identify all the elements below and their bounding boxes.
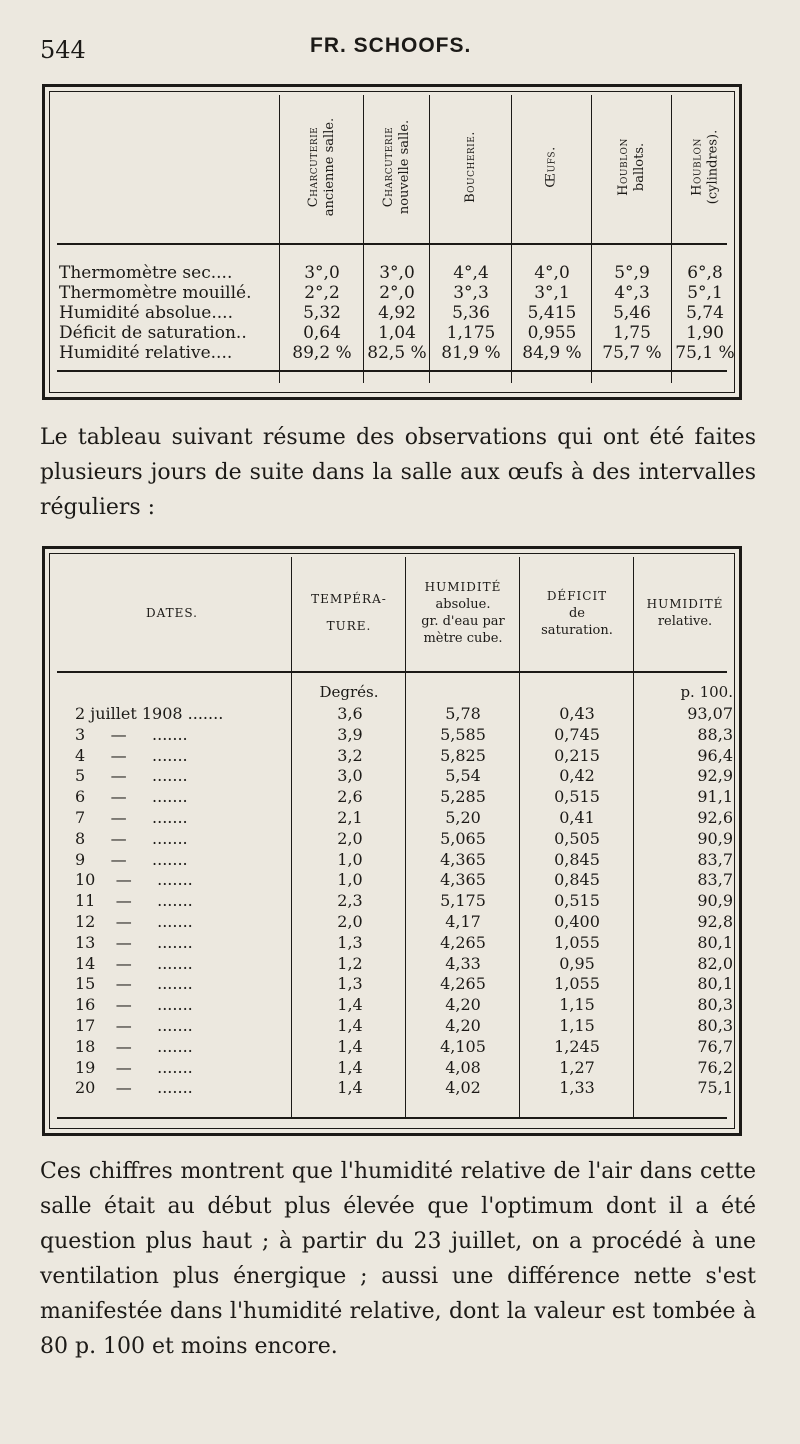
column-header-boucherie xyxy=(431,97,511,237)
table-cell: 90,9 xyxy=(697,828,733,848)
table-row xyxy=(45,995,739,1016)
table-cell: 1,245 xyxy=(554,1036,600,1056)
column-divider xyxy=(511,95,512,383)
table-cell: 0,515 xyxy=(554,787,600,807)
table-cell: 5,32 xyxy=(303,303,341,323)
column-header-subline: saturation. xyxy=(541,622,613,638)
table-cell: 89,2 % xyxy=(292,343,352,363)
table-cell: 1,15 xyxy=(559,1016,595,1035)
table-cell: 81,9 % xyxy=(441,343,501,363)
table-cell: 1,04 xyxy=(378,323,416,343)
table-cell: 4,365 xyxy=(440,849,486,869)
column-header-humidite-relative xyxy=(635,561,735,665)
column-header-houblon-cylindres xyxy=(673,97,737,237)
table-cell: 0,400 xyxy=(554,912,600,931)
table-cell: 1,3 xyxy=(337,974,363,994)
row-label: Déficit de saturation.. xyxy=(59,323,247,343)
table-cell: 76,2 xyxy=(697,1057,733,1077)
table-cell: 5,78 xyxy=(445,704,481,723)
column-header-line: DÉFICIT xyxy=(546,588,608,603)
table-row xyxy=(45,891,739,912)
column-header-subline: mètre cube. xyxy=(423,631,503,646)
table-cell: 3°,0 xyxy=(379,263,415,283)
table-cell: 1,3 xyxy=(337,932,363,952)
column-header-dates xyxy=(53,561,291,665)
date-cell: 17 — ....... xyxy=(75,1016,193,1035)
date-cell: 16 — ....... xyxy=(75,995,193,1015)
table-cell: 83,7 xyxy=(697,870,733,890)
column-divider xyxy=(591,95,592,383)
date-cell: 18 — ....... xyxy=(75,1036,193,1056)
column-header-line: Charcuterie xyxy=(381,126,397,208)
column-header-subline: nouvelle salle. xyxy=(397,119,413,215)
date-cell: 10 — ....... xyxy=(75,870,193,890)
table-cell: 5,74 xyxy=(686,303,724,323)
date-cell: 9 — ....... xyxy=(75,849,188,869)
table-cell: 93,07 xyxy=(687,704,733,723)
date-cell: 5 — ....... xyxy=(75,766,188,786)
column-header-charcuterie-nouvelle xyxy=(365,97,429,237)
table-cell: 5,46 xyxy=(613,303,651,323)
table-row xyxy=(45,933,739,954)
table-cell: 1,175 xyxy=(446,323,496,343)
row-label: Thermomètre sec.... xyxy=(59,263,233,283)
table-cell: 1,4 xyxy=(337,1057,363,1077)
column-header-subline: relative. xyxy=(657,614,713,629)
table-cell: 84,9 % xyxy=(522,343,582,363)
table-cell: 0,43 xyxy=(559,704,595,723)
column-header-line: TEMPÉRA- xyxy=(311,592,387,606)
column-header-line: Houblon xyxy=(616,138,631,196)
table-cell: 3,6 xyxy=(337,704,363,723)
column-header-deficit xyxy=(521,561,633,665)
table-cell: 88,3 xyxy=(697,724,733,744)
page-number: 544 xyxy=(40,36,86,64)
table-cell: 2,6 xyxy=(337,787,363,807)
table-cell: 3,2 xyxy=(337,745,363,765)
table-cell: 1,055 xyxy=(554,932,600,952)
column-header-subline: absolue. xyxy=(435,597,491,612)
column-header-houblon-ballots xyxy=(593,97,671,237)
date-cell: 6 — ....... xyxy=(75,787,188,807)
date-cell: 8 — ....... xyxy=(75,828,188,848)
table-row xyxy=(45,1037,739,1058)
column-header-line: DATES. xyxy=(145,605,198,620)
table-row xyxy=(45,787,739,808)
table-cell: 1,33 xyxy=(559,1078,595,1098)
table-cell: 4,92 xyxy=(378,303,416,323)
row-label: Humidité relative.... xyxy=(59,343,233,363)
table-rooms-comparison xyxy=(42,84,742,400)
table-row xyxy=(45,766,739,787)
table-row xyxy=(45,1016,739,1037)
column-header-line: Charcuterie xyxy=(306,126,322,208)
table-cell: 1,055 xyxy=(554,974,600,994)
table-cell: 4°,4 xyxy=(453,263,489,283)
table-row xyxy=(45,829,739,850)
table-cell: 80,1 xyxy=(697,974,733,994)
table-cell: 2°,0 xyxy=(379,283,415,303)
column-header-line: Houblon xyxy=(689,138,704,196)
date-cell: 7 — ....... xyxy=(75,808,188,827)
table-cell: 96,4 xyxy=(697,745,733,765)
table-cell: 1,4 xyxy=(337,1016,363,1035)
table-cell: 5,36 xyxy=(452,303,490,323)
column-header-subline: de xyxy=(568,605,585,621)
date-cell: 2 juillet 1908 ....... xyxy=(75,704,224,723)
table-cell: 5,415 xyxy=(527,303,577,323)
table-cell: 4°,0 xyxy=(534,263,570,283)
table-cell: 2,1 xyxy=(337,808,363,827)
table-row xyxy=(45,1078,739,1099)
column-divider xyxy=(363,95,364,383)
date-cell: 20 — ....... xyxy=(75,1078,193,1098)
table-cell: 2,0 xyxy=(337,828,363,848)
table-cell: 75,1 xyxy=(697,1078,733,1098)
table-row xyxy=(45,725,739,746)
table-cell: 0,95 xyxy=(559,953,595,973)
table-cell: 1,4 xyxy=(337,995,363,1015)
table-row xyxy=(45,704,739,725)
table-cell: 5,825 xyxy=(440,745,486,765)
table-cell: 4,265 xyxy=(440,974,486,994)
date-cell: 19 — ....... xyxy=(75,1057,193,1077)
column-header-line: Boucherie. xyxy=(462,131,478,203)
column-header-charcuterie-ancienne xyxy=(281,97,363,237)
table-cell: 4,365 xyxy=(440,870,486,890)
table-cell: 0,845 xyxy=(554,870,600,890)
date-cell: 11 — ....... xyxy=(75,891,193,911)
column-divider xyxy=(279,95,280,383)
table-cell: 0,955 xyxy=(527,323,577,343)
table-cell: 4,08 xyxy=(445,1057,481,1077)
row-label: Humidité absolue.... xyxy=(59,303,233,323)
table-row xyxy=(45,746,739,767)
table-cell: 80,3 xyxy=(697,1016,733,1035)
table-cell: 4,20 xyxy=(445,995,481,1015)
column-header-line: Œufs. xyxy=(543,146,559,188)
date-cell: 12 — ....... xyxy=(75,912,193,931)
table-cell: 0,41 xyxy=(559,808,595,827)
table-cell: 5,585 xyxy=(440,724,486,744)
table-cell: 1,90 xyxy=(686,323,724,343)
column-header-subline: gr. d'eau par xyxy=(421,614,505,629)
table-cell: 4,265 xyxy=(440,932,486,952)
table-cell: 92,8 xyxy=(697,912,733,931)
table-cell: 1,15 xyxy=(559,995,595,1015)
table-cell: 0,42 xyxy=(559,766,595,786)
column-header-line: HUMIDITÉ xyxy=(424,580,502,594)
table-cell: 2°,2 xyxy=(304,283,340,303)
table-cell: 5,285 xyxy=(440,787,486,807)
table-cell: 4,02 xyxy=(445,1078,481,1098)
table-cell: 5°,9 xyxy=(614,263,650,283)
table-cell: 3,0 xyxy=(337,766,363,786)
table-cell: 4,17 xyxy=(445,912,481,931)
table-cell: 1,4 xyxy=(337,1036,363,1056)
table-cell: 4,33 xyxy=(445,953,481,973)
table-footer-rule xyxy=(57,1117,727,1119)
table-cell: 3°,1 xyxy=(534,283,570,303)
table-cell: 82,5 % xyxy=(367,343,427,363)
table-cell: 1,2 xyxy=(337,953,363,973)
table-cell: 4°,3 xyxy=(614,283,650,303)
table-cell: 4,20 xyxy=(445,1016,481,1035)
column-header-line: HUMIDITÉ xyxy=(646,597,724,611)
column-header-temperature xyxy=(293,561,405,665)
paragraph-conclusion: Ces chiffres montrent que l'humidité relative de l'air dans cette salle était au début plus élevée que l'optimum dont il a été question plus haut ; à partir du 23 juillet, on a procédé à une ventilation plus énergique ; aussi une différence nette s'est manifestée dans l'humidité relative, dont la valeur est tombée à 80 p. 100 et moins encore. xyxy=(40,1159,756,1359)
table-cell: 83,7 xyxy=(697,849,733,869)
table-cell: 76,7 xyxy=(697,1036,733,1056)
table-cell: 75,1 % xyxy=(675,343,735,363)
table-cell: 0,64 xyxy=(303,323,341,343)
table-cell: 1,0 xyxy=(337,849,363,869)
table-cell: 82,0 xyxy=(697,953,733,973)
unit-label-relative: p. 100. xyxy=(680,683,733,701)
table-cell: 5,54 xyxy=(445,766,481,786)
table-row xyxy=(45,954,739,975)
table-cell: 91,1 xyxy=(697,787,733,807)
table-cell: 80,3 xyxy=(697,995,733,1015)
table-cell: 6°,8 xyxy=(687,263,723,283)
table-cell: 2,3 xyxy=(337,891,363,911)
table-cell: 5,20 xyxy=(445,808,481,827)
row-label: Thermomètre mouillé. xyxy=(59,283,252,303)
column-header-subline: ancienne salle. xyxy=(322,117,338,217)
table-cell: 4,105 xyxy=(440,1036,486,1056)
table-row xyxy=(45,912,739,933)
table-cell: 80,1 xyxy=(697,932,733,952)
table-cell: 3°,0 xyxy=(304,263,340,283)
table-cell: 5,065 xyxy=(440,828,486,848)
table-cell: 1,0 xyxy=(337,870,363,890)
table-header-rule xyxy=(57,671,727,673)
unit-label-temperature: Degrés. xyxy=(319,683,379,701)
column-divider xyxy=(671,95,672,383)
table-cell: 1,75 xyxy=(613,323,651,343)
table-header-rule xyxy=(57,243,727,245)
table-cell: 0,845 xyxy=(554,849,600,869)
table-cell: 1,27 xyxy=(559,1057,595,1077)
table-row xyxy=(45,850,739,871)
table-cell: 0,215 xyxy=(554,745,600,765)
running-head: FR. SCHOOFS. xyxy=(310,34,472,57)
table-cell: 75,7 % xyxy=(602,343,662,363)
column-divider xyxy=(429,95,430,383)
date-cell: 4 — ....... xyxy=(75,745,188,765)
table-row xyxy=(45,808,739,829)
date-cell: 3 — ....... xyxy=(75,724,188,744)
column-header-line: TURE. xyxy=(326,619,372,633)
table-cell: 5°,1 xyxy=(687,283,723,303)
table-cell: 1,4 xyxy=(337,1078,363,1098)
table-cell: 92,9 xyxy=(697,766,733,786)
date-cell: 15 — ....... xyxy=(75,974,193,994)
column-header-subline: (cylindres). xyxy=(705,129,720,205)
table-cell: 0,745 xyxy=(554,724,600,744)
column-header-oeufs xyxy=(513,97,591,237)
table-cell: 3°,3 xyxy=(453,283,489,303)
date-cell: 14 — ....... xyxy=(75,953,193,973)
table-row xyxy=(45,974,739,995)
table-cell: 0,515 xyxy=(554,891,600,911)
table-footer-rule xyxy=(57,370,727,372)
table-cell: 5,175 xyxy=(440,891,486,911)
date-cell: 13 — ....... xyxy=(75,932,193,952)
table-row xyxy=(45,1058,739,1079)
table-cell: 92,6 xyxy=(697,808,733,827)
paragraph-intro: Le tableau suivant résume des observations qui ont été faites plusieurs jours de suite dans la salle aux œufs à des intervalles réguliers : xyxy=(40,425,756,520)
column-header-humidite-absolue xyxy=(407,561,519,665)
column-header-subline: ballots. xyxy=(632,142,647,192)
table-daily-observations xyxy=(42,546,742,1136)
table-cell: 0,505 xyxy=(554,828,600,848)
table-cell: 3,9 xyxy=(337,724,363,744)
table-cell: 2,0 xyxy=(337,912,363,931)
table-cell: 90,9 xyxy=(697,891,733,911)
table-row xyxy=(45,870,739,891)
